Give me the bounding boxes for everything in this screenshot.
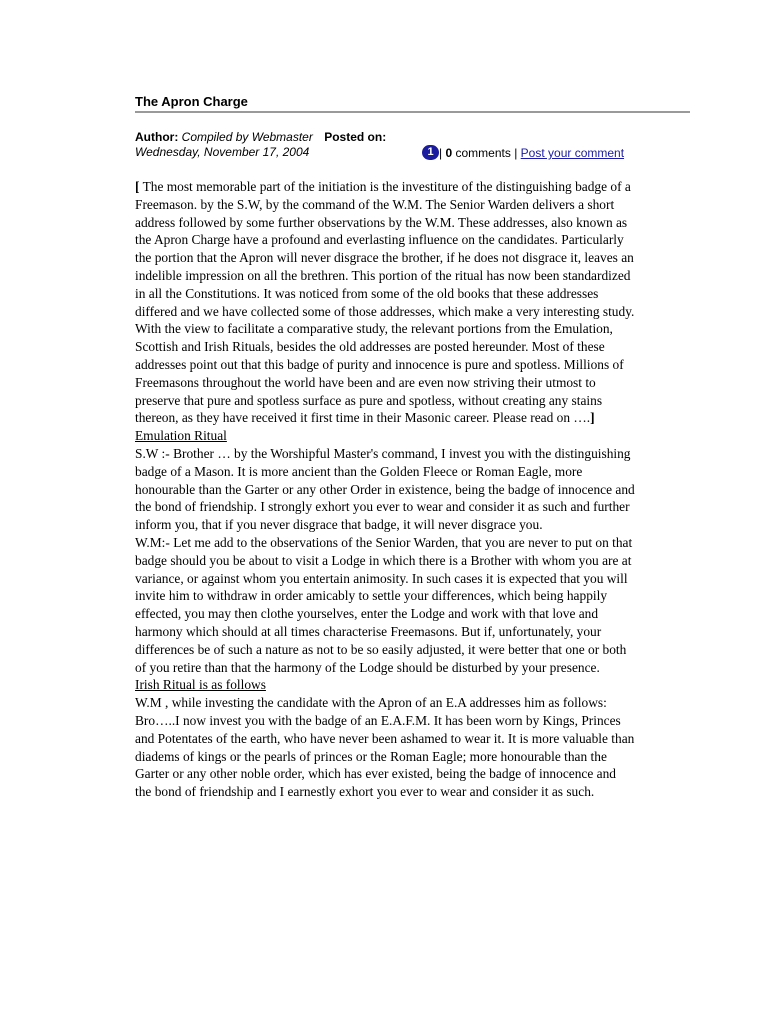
post-comment-link[interactable]: Post your comment: [520, 146, 625, 160]
emulation-sw-paragraph: S.W :- Brother … by the Worshipful Master's command, I invest you with the distinguishing badge of a Mason. It is more ancient than the Golden Fleece or Roman Eagle, more honourable than the Garter or any other Order in existence, being the badge of innocence and the bond of friendship. I strongly exhort you ever to wear and consider it as such and further inform you, that if you never disgrace that badge, it will never disgrace you.: [135, 445, 635, 533]
posted-label: Posted on:: [324, 130, 387, 144]
author-name: Compiled by Webmaster: [181, 130, 313, 144]
separator: |: [439, 146, 443, 160]
comments-bar: [422, 146, 624, 161]
article-body: [135, 178, 635, 801]
meta-line: [135, 130, 690, 145]
emulation-heading: Emulation Ritual: [135, 428, 227, 444]
article-meta: [135, 130, 690, 164]
open-bracket: [: [135, 179, 140, 194]
comment-count-badge[interactable]: 1: [422, 145, 439, 160]
author-label: Author:: [135, 130, 179, 144]
separator: |: [514, 146, 518, 160]
comments-count: 0: [445, 146, 453, 160]
irish-heading: Irish Ritual is as follows: [135, 677, 266, 693]
irish-bro-paragraph: Bro…..I now invest you with the badge of an E.A.F.M. It has been worn by Kings, Princes and Potentates of the earth, who have never been ashamed to wear it. It is more valuable than diadems of kings or the pearls of princes or the Roman Eagle; more honourable than the Garter or any other noble order, which has ever existed, being the badge of innocence and the bond of friendship and I earnestly exhort you ever to wear and consider it as such.: [135, 712, 635, 800]
intro-paragraph: [135, 178, 635, 427]
page-title: The Apron Charge: [135, 94, 248, 109]
emulation-wm-paragraph: W.M:- Let me add to the observations of the Senior Warden, that you are never to put on that badge should you be about to visit a Lodge in which there is a Brother with whom you are at variance, or against whom you entertain animosity. In such cases it is expected that you will invite him to withdraw in order amicably to settle your differences, which being happily effected, you may then clothe yourselves, enter the Lodge and work with that love and harmony which should at all times characterise Freemasons. But if, unfortunately, your differences be of such a nature as not to be so easily adjusted, it were better that one or both of you retire than that the harmony of the Lodge should be disturbed by your presence.: [135, 534, 633, 675]
close-bracket: ]: [590, 410, 595, 426]
title-divider: [135, 111, 690, 113]
irish-intro-paragraph: W.M , while investing the candidate with the Apron of an E.A addresses him as follows:: [135, 695, 607, 711]
intro-text: The most memorable part of the initiation is the investiture of the distinguishing badge of a Freemason. by the S.W, by the command of the W.M. The Senior Warden delivers a short address followed by some further observations by the W.M. These addresses, also known as the Apron Charge have a profound and everlasting influence on the candidates. Particularly the portion that the Apron will never disgrace the brother, if he does not disgrace it, leaves an indelible impression on all the brethren. This portion of the ritual has now been standardized in all the Constitutions. It was noticed from some of the old books that these addresses differed and we have collected some of those addresses, which make a very interesting study. With the view to facilitate a comparative study, the relevant portions from the Emulation, Scottish and Irish Rituals, besides the old addresses are posted hereunder. Most of these addresses point out that this badge of purity and innocence is pure and spotless. Millions of Freemasons throughout the world have been and are even now striving their utmost to preserve that pure and spotless surface as pure and spotless, without creating any stains thereon, as they have received it first time in their Masonic career. Please read on ….: [135, 179, 635, 426]
comments-label: comments: [455, 146, 511, 160]
article: [135, 94, 690, 801]
posted-date: Wednesday, November 17, 2004: [135, 145, 310, 159]
